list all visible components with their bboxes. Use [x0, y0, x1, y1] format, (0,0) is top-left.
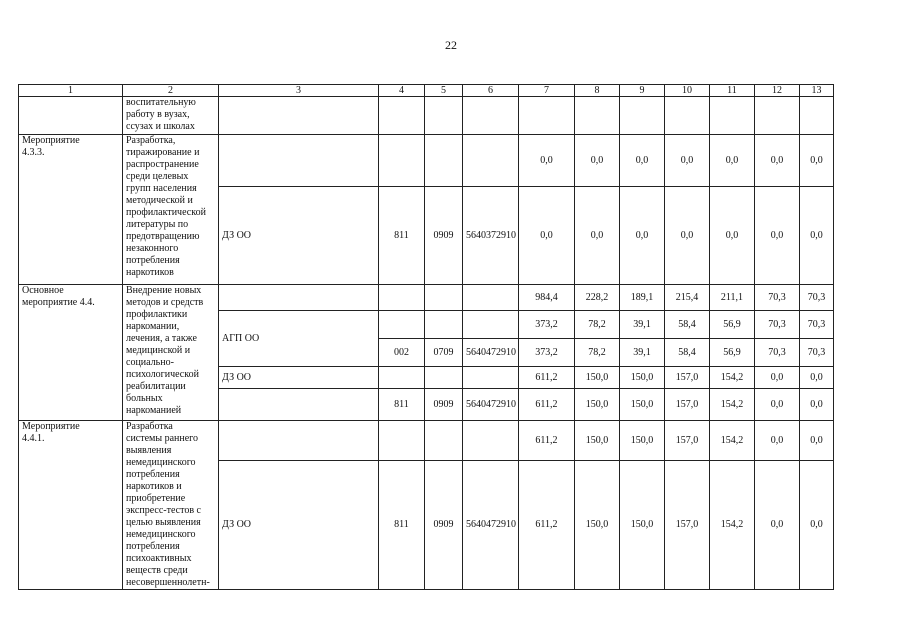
- value-cell: 611,2: [519, 367, 575, 389]
- table-cell: [425, 421, 463, 461]
- table-cell: [463, 97, 519, 135]
- table-cell: [379, 285, 425, 311]
- value-cell: 228,2: [575, 285, 620, 311]
- table-cell: [219, 135, 379, 187]
- table-cell: [425, 135, 463, 187]
- rzpr-cell: 0709: [425, 339, 463, 367]
- value-cell: 154,2: [710, 367, 755, 389]
- value-cell: 0,0: [575, 187, 620, 285]
- value-cell: 0,0: [755, 135, 800, 187]
- value-cell: 150,0: [575, 461, 620, 590]
- value-cell: 154,2: [710, 421, 755, 461]
- activity-label: Мероприятие 4.3.3.: [19, 135, 123, 285]
- csr-cell: 5640372910: [463, 187, 519, 285]
- value-cell: 150,0: [575, 367, 620, 389]
- table-cell: [665, 97, 710, 135]
- rzpr-cell: 0909: [425, 389, 463, 421]
- grbs-cell: 002: [379, 339, 425, 367]
- value-cell: 211,1: [710, 285, 755, 311]
- rzpr-cell: 0909: [425, 461, 463, 590]
- header-cell: 13: [800, 85, 834, 97]
- table-cell: [463, 367, 519, 389]
- activity-description: Разработка, тиражирование и распространение среди целевых групп населения методической и профилактической литературы по предотвращению незаконного потребления наркотиков: [123, 135, 219, 285]
- value-cell: 70,3: [755, 285, 800, 311]
- table-cell: [379, 367, 425, 389]
- budget-table: [18, 84, 834, 590]
- table-cell: [519, 97, 575, 135]
- activity-description: воспитательную работу в вузах, ссузах и школах: [123, 97, 219, 135]
- table-cell: [710, 97, 755, 135]
- header-row: [19, 85, 834, 97]
- value-cell: 0,0: [519, 135, 575, 187]
- value-cell: 0,0: [755, 389, 800, 421]
- activity-description: Разработка системы раннего выявления немедицинского потребления наркотиков и приобретение экспресс-тестов с целью выявления немедицинского потребления психоактивных веществ среди несовершеннолетн-: [123, 421, 219, 590]
- table-cell: [379, 421, 425, 461]
- value-cell: 0,0: [800, 187, 834, 285]
- table-cell: [425, 367, 463, 389]
- activity-description: Внедрение новых методов и средств профилактики наркомании, лечения, а также медицинской и социально- психологической реабилитации больных наркоманией: [123, 285, 219, 421]
- value-cell: 150,0: [620, 461, 665, 590]
- value-cell: 611,2: [519, 389, 575, 421]
- value-cell: 150,0: [575, 421, 620, 461]
- value-cell: 56,9: [710, 339, 755, 367]
- value-cell: 215,4: [665, 285, 710, 311]
- value-cell: 0,0: [620, 187, 665, 285]
- activity-label: Мероприятие 4.4.1.: [19, 421, 123, 590]
- table-cell: [219, 285, 379, 311]
- value-cell: 157,0: [665, 461, 710, 590]
- value-cell: 0,0: [710, 135, 755, 187]
- value-cell: 39,1: [620, 311, 665, 339]
- table-cell: [425, 311, 463, 339]
- value-cell: 0,0: [665, 135, 710, 187]
- value-cell: 0,0: [800, 421, 834, 461]
- value-cell: 70,3: [800, 339, 834, 367]
- table-cell: [19, 97, 123, 135]
- value-cell: 373,2: [519, 311, 575, 339]
- table-cell: [620, 97, 665, 135]
- table-cell: [800, 97, 834, 135]
- header-cell: 7: [519, 85, 575, 97]
- value-cell: 39,1: [620, 339, 665, 367]
- header-cell: 12: [755, 85, 800, 97]
- value-cell: 70,3: [800, 311, 834, 339]
- csr-cell: 5640472910: [463, 339, 519, 367]
- value-cell: 0,0: [620, 135, 665, 187]
- rzpr-cell: 0909: [425, 187, 463, 285]
- table-cell: [575, 97, 620, 135]
- value-cell: 150,0: [620, 389, 665, 421]
- page-number: 22: [445, 38, 457, 52]
- value-cell: 0,0: [575, 135, 620, 187]
- value-cell: 70,3: [755, 339, 800, 367]
- value-cell: 0,0: [755, 367, 800, 389]
- table-cell: [379, 97, 425, 135]
- header-cell: 9: [620, 85, 665, 97]
- value-cell: 0,0: [755, 187, 800, 285]
- value-cell: 0,0: [800, 389, 834, 421]
- value-cell: 58,4: [665, 311, 710, 339]
- table-cell: [219, 97, 379, 135]
- value-cell: 0,0: [665, 187, 710, 285]
- table-cell: [425, 285, 463, 311]
- table-cell: [463, 311, 519, 339]
- grbs-cell: 811: [379, 461, 425, 590]
- value-cell: 78,2: [575, 339, 620, 367]
- header-cell: 4: [379, 85, 425, 97]
- table-cell: [219, 421, 379, 461]
- value-cell: 157,0: [665, 421, 710, 461]
- activity-label: Основное мероприятие 4.4.: [19, 285, 123, 421]
- table-row: [19, 97, 834, 135]
- value-cell: 56,9: [710, 311, 755, 339]
- table-cell: [463, 135, 519, 187]
- value-cell: 0,0: [800, 461, 834, 590]
- table-cell: [379, 135, 425, 187]
- header-cell: 2: [123, 85, 219, 97]
- header-cell: 5: [425, 85, 463, 97]
- value-cell: 611,2: [519, 461, 575, 590]
- value-cell: 157,0: [665, 367, 710, 389]
- executor-cell: ДЗ ОО: [219, 187, 379, 285]
- value-cell: 150,0: [620, 367, 665, 389]
- value-cell: 70,3: [800, 285, 834, 311]
- value-cell: 154,2: [710, 461, 755, 590]
- csr-cell: 5640472910: [463, 389, 519, 421]
- grbs-cell: 811: [379, 187, 425, 285]
- value-cell: 373,2: [519, 339, 575, 367]
- executor-cell: АГП ОО: [219, 311, 379, 367]
- executor-cell: ДЗ ОО: [219, 461, 379, 590]
- value-cell: 150,0: [620, 421, 665, 461]
- value-cell: 0,0: [519, 187, 575, 285]
- value-cell: 611,2: [519, 421, 575, 461]
- value-cell: 0,0: [800, 135, 834, 187]
- table-row: [19, 285, 834, 311]
- header-cell: 8: [575, 85, 620, 97]
- table-row: [19, 421, 834, 461]
- csr-cell: 5640472910: [463, 461, 519, 590]
- table-cell: [379, 311, 425, 339]
- value-cell: 0,0: [800, 367, 834, 389]
- header-cell: 11: [710, 85, 755, 97]
- value-cell: 0,0: [755, 421, 800, 461]
- header-cell: 3: [219, 85, 379, 97]
- value-cell: 157,0: [665, 389, 710, 421]
- value-cell: 150,0: [575, 389, 620, 421]
- header-cell: 1: [19, 85, 123, 97]
- value-cell: 70,3: [755, 311, 800, 339]
- value-cell: 154,2: [710, 389, 755, 421]
- value-cell: 189,1: [620, 285, 665, 311]
- table-cell: [425, 97, 463, 135]
- table-cell: [755, 97, 800, 135]
- value-cell: 0,0: [710, 187, 755, 285]
- value-cell: 58,4: [665, 339, 710, 367]
- value-cell: 0,0: [755, 461, 800, 590]
- executor-cell: ДЗ ОО: [219, 367, 379, 389]
- grbs-cell: 811: [379, 389, 425, 421]
- table-cell: [219, 389, 379, 421]
- table-cell: [463, 421, 519, 461]
- header-cell: 6: [463, 85, 519, 97]
- table-row: [19, 135, 834, 187]
- value-cell: 78,2: [575, 311, 620, 339]
- table-cell: [463, 285, 519, 311]
- header-cell: 10: [665, 85, 710, 97]
- value-cell: 984,4: [519, 285, 575, 311]
